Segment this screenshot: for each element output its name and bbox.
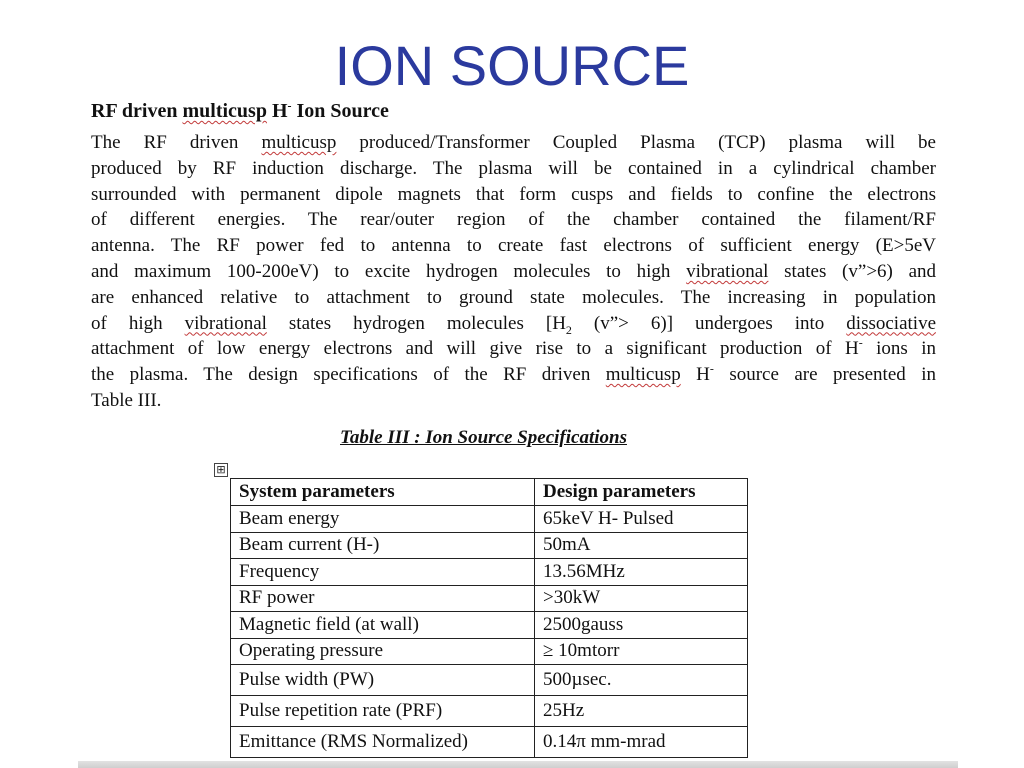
param-cell: Magnetic field (at wall) — [231, 612, 535, 639]
value-cell: >30kW — [535, 585, 748, 612]
param-cell: RF power — [231, 585, 535, 612]
value-cell: 50mA — [535, 532, 748, 559]
heading-word: multicusp — [182, 100, 267, 122]
paragraph-line: surrounded with permanent dipole magnets that form cusps and fields to confine the electrons — [91, 183, 936, 205]
table-row — [231, 665, 748, 696]
table-row — [231, 727, 748, 758]
table-caption: Table III : Ion Source Specifications — [340, 427, 627, 448]
paragraph-line: produced by RF induction discharge. The plasma will be contained in a cylindrical chamber — [91, 157, 936, 179]
table-header-system: System parameters — [231, 479, 535, 506]
paragraph-line: of different energies. The rear/outer region of the chamber contained the filament/RF — [91, 209, 936, 231]
param-cell: Pulse width (PW) — [231, 665, 535, 696]
value-cell: 65keV H- Pulsed — [535, 506, 748, 533]
paragraph-line: and maximum 100-200eV) to excite hydrogen molecules to high vibrational states (v”>6) and — [91, 260, 936, 282]
paragraph-line: the plasma. The design specifications of the RF driven multicusp H- source are presented in — [91, 361, 936, 386]
slide-title: ION SOURCE — [334, 34, 690, 97]
heading-text: RF driven — [91, 100, 183, 122]
table-row — [231, 559, 748, 586]
paragraph-line: of high vibrational states hydrogen molecules [$H_2$ (v”> 6)] undergoes into dissociative — [91, 312, 936, 337]
param-cell: Beam energy — [231, 506, 535, 533]
value-cell: 25Hz — [535, 696, 748, 727]
heading-sup: - — [287, 98, 292, 113]
table-header-design: Design parameters — [535, 479, 748, 506]
param-cell: Beam current (H-) — [231, 532, 535, 559]
param-cell: Frequency — [231, 559, 535, 586]
spec-table — [230, 478, 748, 758]
paragraph-line: antenna. The RF power fed to antenna to create fast electrons of sufficient energy (E>5eV — [91, 235, 936, 257]
table-row — [231, 696, 748, 727]
table-row — [231, 612, 748, 639]
heading-suffix: Ion Source — [291, 100, 389, 122]
paragraph-line: attachment of low energy electrons and will give rise to a significant production of H- ions in — [91, 336, 937, 360]
param-cell: Operating pressure — [231, 638, 535, 665]
table-row — [231, 506, 748, 533]
table-row — [231, 532, 748, 559]
table-move-handle-icon[interactable]: ⊞ — [214, 463, 228, 477]
table-body — [231, 506, 748, 758]
table-row — [231, 638, 748, 665]
bottom-bar — [78, 761, 958, 768]
section-heading — [91, 98, 389, 124]
value-cell: 0.14π mm-mrad — [535, 727, 748, 758]
paragraph-line: The RF driven multicusp produced/Transformer Coupled Plasma (TCP) plasma will be — [91, 132, 936, 153]
value-cell: 2500gauss — [535, 612, 748, 639]
param-cell: Pulse repetition rate (PRF) — [231, 696, 535, 727]
paragraph-line: are enhanced relative to attachment to ground state molecules. The increasing in population — [91, 286, 936, 308]
value-cell: 500µsec. — [535, 665, 748, 696]
value-cell: ≥ 10mtorr — [535, 638, 748, 665]
param-cell: Emittance (RMS Normalized) — [231, 727, 535, 758]
table-row — [231, 585, 748, 612]
paragraph-line: Table III. — [91, 389, 162, 411]
heading-h: H — [266, 100, 288, 122]
body-paragraph — [91, 130, 936, 414]
value-cell: 13.56MHz — [535, 559, 748, 586]
